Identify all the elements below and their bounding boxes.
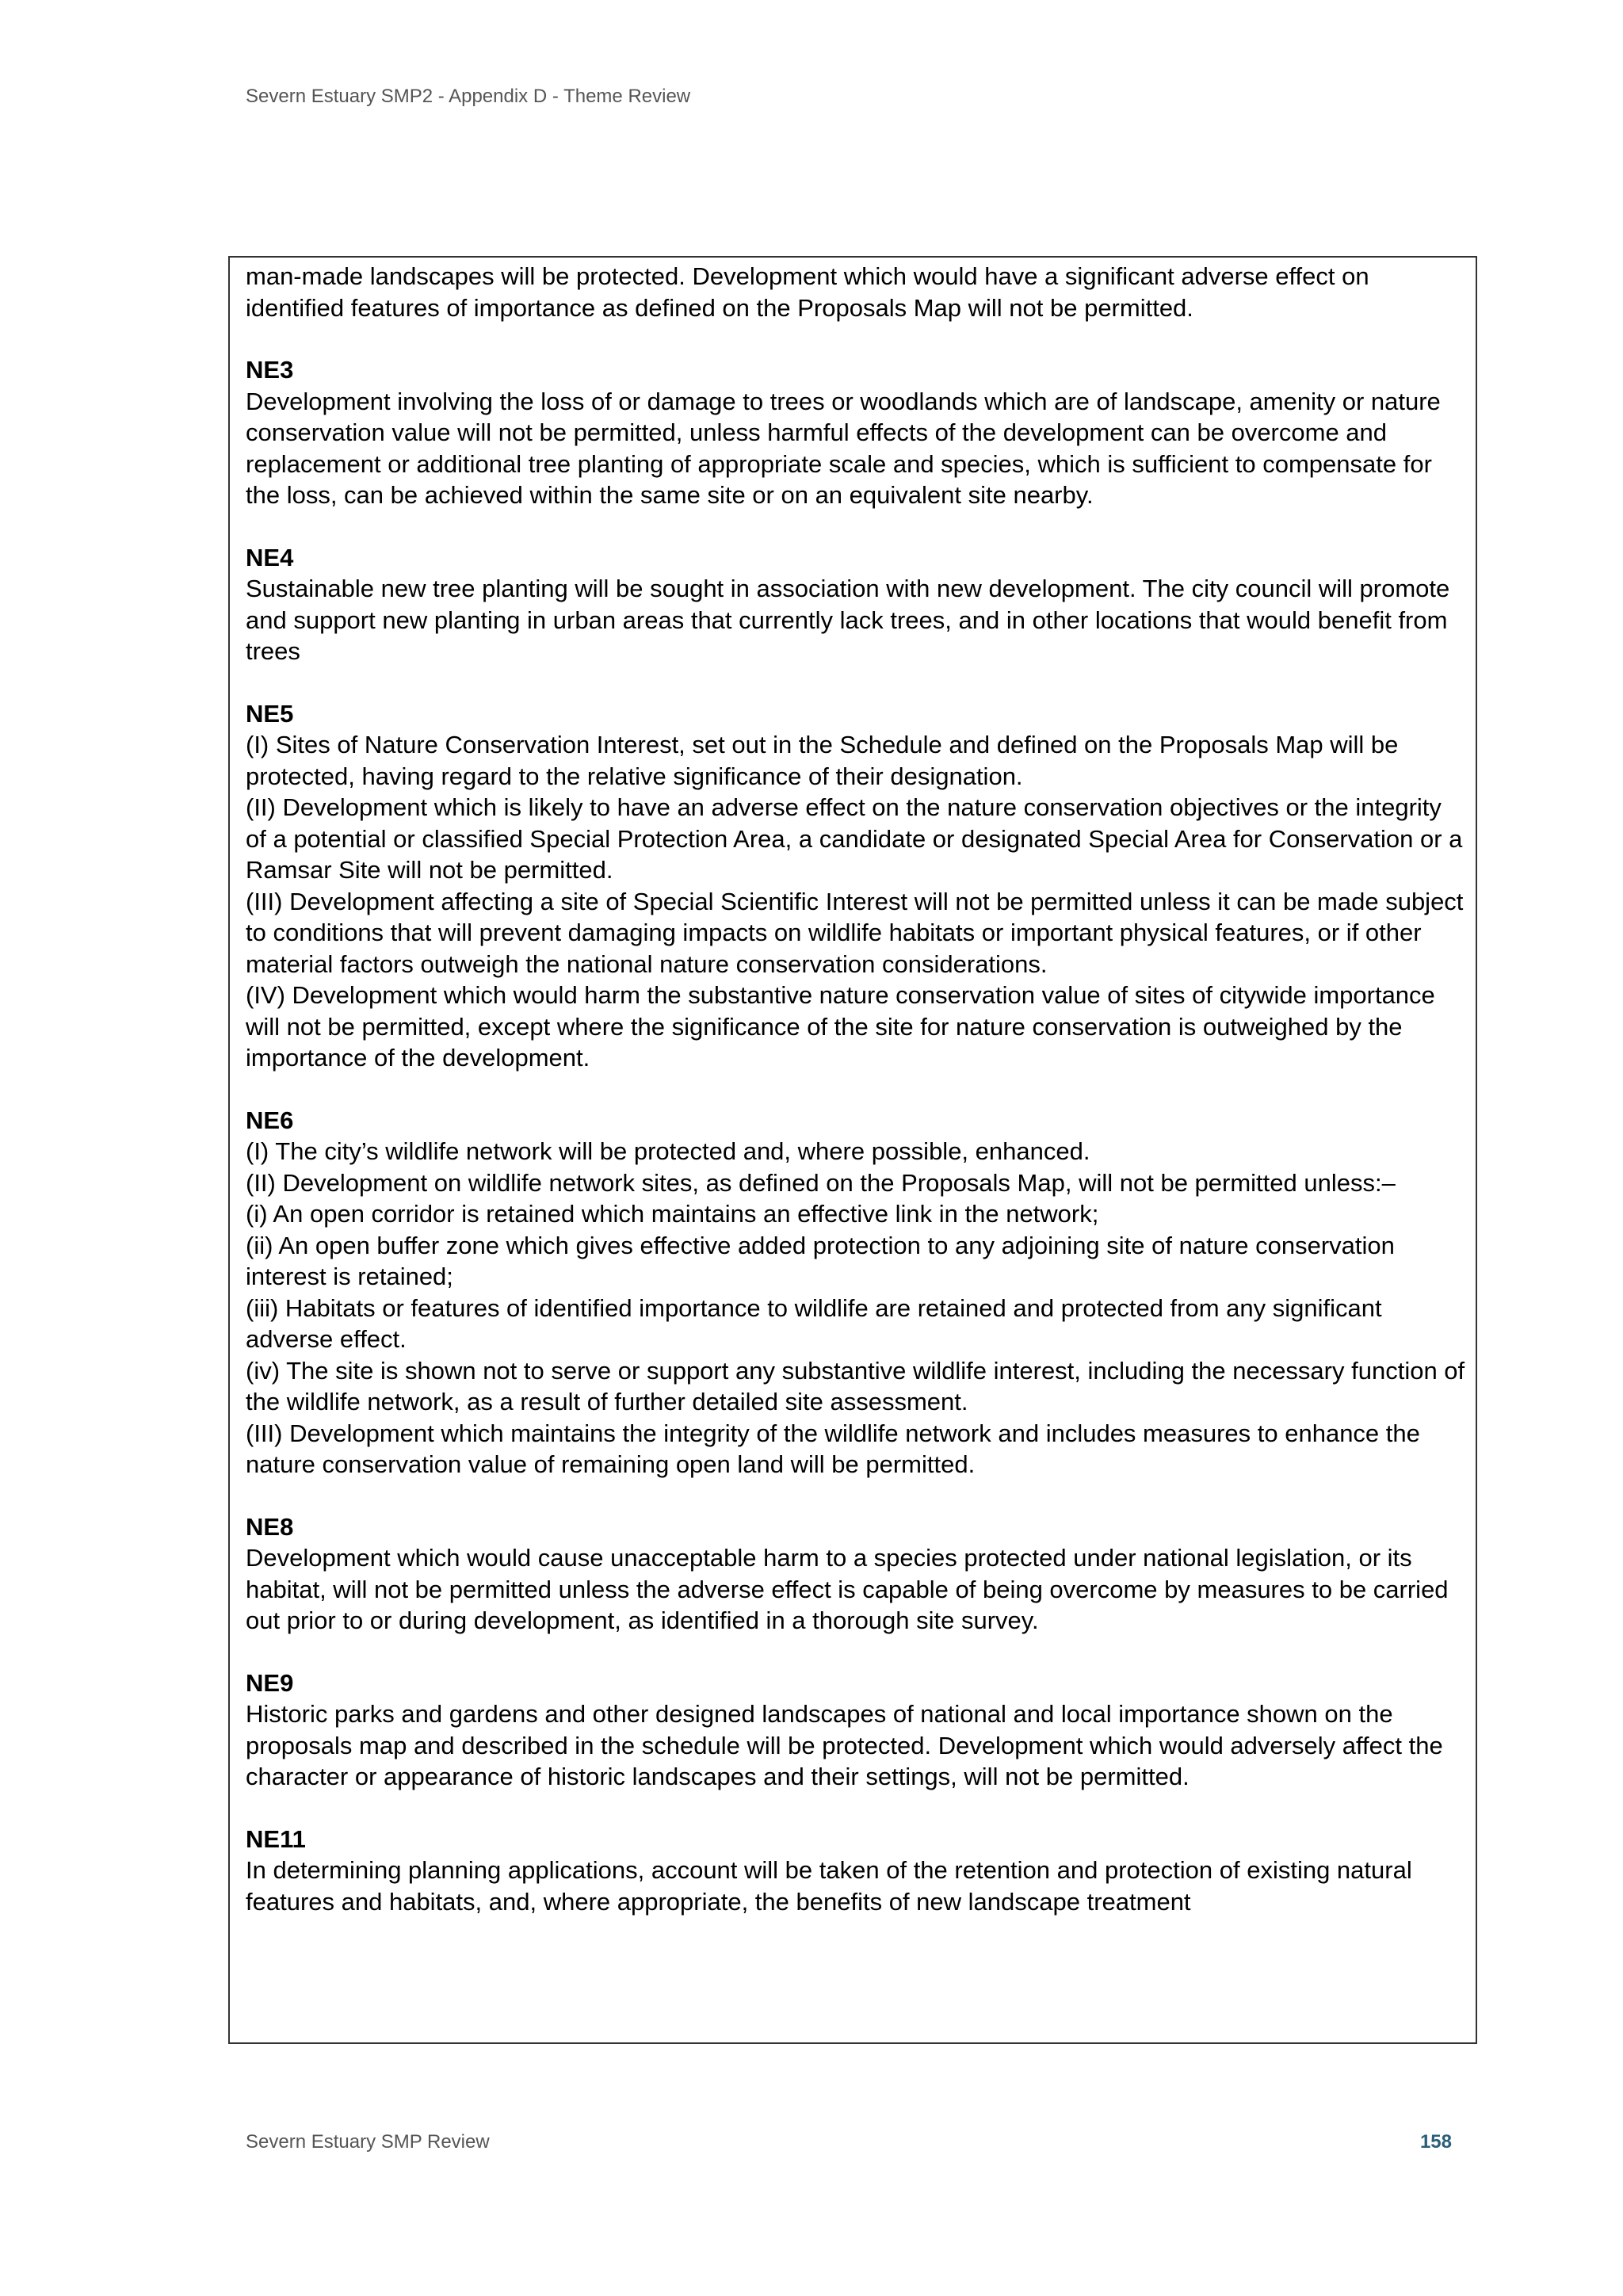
page-number: 158	[1419, 2131, 1452, 2153]
policy-paragraph: (iv) The site is shown not to serve or support any substantive wildlife interest, including the necessary function of the wildlife network, as a result of further detailed site assessment.	[246, 1356, 1465, 1415]
policy-paragraph: (III) Development affecting a site of Special Scientific Interest will not be permitted unless it can be made subject to conditions that will prevent damaging impacts on wildlife habitats or important physical features, or if other material factors outweigh the national nature conservation considerations.	[246, 887, 1464, 978]
policy-paragraph: (II) Development on wildlife network sites, as defined on the Proposals Map, will not be permitted unless:–	[246, 1168, 1396, 1197]
running-header: Severn Estuary SMP2 - Appendix D - Theme Review	[246, 86, 691, 107]
policy-paragraph: Development involving the loss of or damage to trees or woodlands which are of landscape, amenity or nature conservation value will not be permitted, unless harmful effects of the development can be overcome and replacement or additional tree planting of appropriate scale and species, which is sufficient to compensate for the loss, can be achieved within the same site or on an equivalent site nearby.	[246, 387, 1441, 509]
policy-heading: NE6	[246, 1106, 294, 1134]
policy-heading: NE3	[246, 356, 294, 384]
policy-paragraph: (III) Development which maintains the integrity of the wildlife network and includes measures to enhance the nature conservation value of remaining open land will be permitted.	[246, 1419, 1420, 1478]
running-footer: Severn Estuary SMP Review	[246, 2131, 490, 2153]
policy-paragraph: (IV) Development which would harm the substantive nature conservation value of sites of citywide importance will not be permitted, except where the significance of the site for nature conservation is outweighed by the importance of the development.	[246, 981, 1435, 1072]
policy-heading: NE9	[246, 1668, 294, 1697]
policy-paragraph: Historic parks and gardens and other designed landscapes of national and local importance shown on the proposals map and described in the schedule will be protected. Development which would adversely affect the character or appearance of historic landscapes and their settings, will not be permitted.	[246, 1700, 1443, 1790]
policy-heading: NE8	[246, 1512, 294, 1541]
policy-paragraph: (ii) An open buffer zone which gives effective added protection to any adjoining site of nature conservation interest is retained;	[246, 1231, 1395, 1290]
policy-ne8	[246, 1511, 1468, 1637]
policy-ne9	[246, 1668, 1468, 1793]
policy-ne6	[246, 1105, 1468, 1480]
policy-ne4	[246, 542, 1468, 667]
policy-paragraph: (I) The city’s wildlife network will be protected and, where possible, enhanced.	[246, 1137, 1090, 1165]
intro-paragraph: man-made landscapes will be protected. Development which would have a significant adverse effect on identified features of importance as defined on the Proposals Map will not be permitted.	[246, 262, 1369, 322]
policy-paragraph: Development which would cause unacceptable harm to a species protected under national legislation, or its habitat, will not be permitted unless the adverse effect is capable of being overcome by measures to be carried out prior to or during development, as identified in a thorough site survey.	[246, 1544, 1449, 1634]
policy-paragraph: In determining planning applications, account will be taken of the retention and protection of existing natural features and habitats, and, where appropriate, the benefits of new landscape treatment	[246, 1856, 1412, 1916]
policy-heading: NE4	[246, 543, 294, 571]
policy-text-box	[228, 256, 1477, 2044]
policy-ne5	[246, 698, 1468, 1074]
policy-ne3	[246, 354, 1468, 511]
policy-paragraph: Sustainable new tree planting will be sought in association with new development. The city council will promote and support new planting in urban areas that currently lack trees, and in other locations that would benefit from trees	[246, 575, 1450, 665]
policy-paragraph: (I) Sites of Nature Conservation Interest, set out in the Schedule and defined on the Proposals Map will be protected, having regard to the relative significance of their designation.	[246, 731, 1399, 790]
policy-paragraph: (II) Development which is likely to have an adverse effect on the nature conservation objectives or the integrity of a potential or classified Special Protection Area, a candidate or designated Special Area for Conservation or a Ramsar Site will not be permitted.	[246, 793, 1463, 884]
policy-paragraph: (i) An open corridor is retained which maintains an effective link in the network;	[246, 1200, 1099, 1228]
policy-paragraph: (iii) Habitats or features of identified importance to wildlife are retained and protected from any significant adverse effect.	[246, 1293, 1382, 1353]
policy-heading: NE5	[246, 699, 294, 728]
policy-heading: NE11	[246, 1824, 306, 1853]
policy-ne11	[246, 1824, 1468, 1918]
